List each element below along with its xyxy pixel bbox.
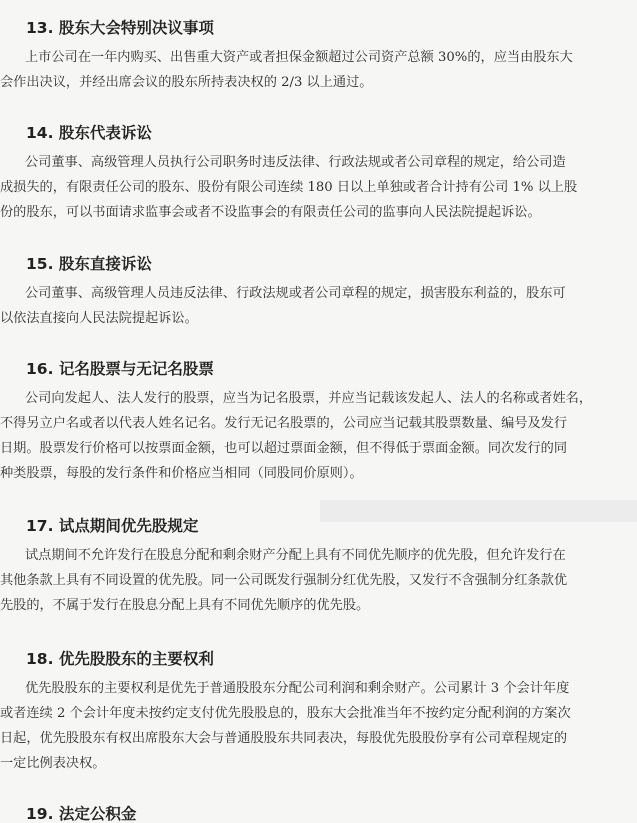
background-shading [320, 500, 637, 522]
section-title-17: 17. 试点期间优先股规定 [26, 517, 199, 535]
section-13-line-2: 会作出决议，并经出席会议的股东所持表决权的 2/3 以上通过。 [0, 75, 373, 90]
section-18-line-4: 一定比例表决权。 [0, 756, 106, 771]
section-16-line-1: 公司向发起人、法人发行的股票，应当为记名股票，并应当记载该发起人、法人的名称或者姓名， [25, 391, 593, 406]
section-15-line-1: 公司董事、高级管理人员违反法律、行政法规或者公司章程的规定，损害股东利益的，股东可 [25, 286, 566, 301]
section-17-line-3: 先股的，不属于发行在股息分配上具有不同优先顺序的优先股。 [0, 598, 370, 613]
section-18-line-1: 优先股股东的主要权利是优先于普通股股东分配公司利润和剩余财产。公司累计 3 个会计年度 [25, 681, 570, 696]
section-title-16: 16. 记名股票与无记名股票 [26, 360, 214, 378]
section-14-line-2: 成损失的，有限责任公司的股东、股份有限公司连续 180 日以上单独或者合计持有公司 1% 以上股 [0, 180, 578, 195]
section-18-line-2: 或者连续 2 个会计年度未按约定支付优先股股息的，股东大会批准当年不按约定分配利润的方案次 [0, 706, 571, 721]
section-18-line-3: 日起，优先股股东有权出席股东大会与普通股股东共同表决，每股优先股股份享有公司章程规定的 [0, 731, 568, 746]
section-title-18: 18. 优先股股东的主要权利 [26, 650, 214, 668]
section-17-line-2: 其他条款上具有不同设置的优先股。同一公司既发行强制分红优先股，又发行不含强制分红条款优 [0, 573, 568, 588]
section-16-line-4: 种类股票，每股的发行条件和价格应当相同（同股同价原则）。 [0, 466, 363, 481]
section-16-line-2: 不得另立户名或者以代表人姓名记名。发行无记名股票的，公司应当记载其股票数量、编号及发行 [0, 416, 568, 431]
section-16-line-3: 日期。股票发行价格可以按票面金额，也可以超过票面金额，但不得低于票面金额。同次发行的同 [0, 441, 568, 456]
section-title-15: 15. 股东直接诉讼 [26, 255, 152, 273]
section-title-14: 14. 股东代表诉讼 [26, 124, 152, 142]
section-15-line-2: 以依法直接向人民法院提起诉讼。 [0, 311, 198, 326]
section-17-line-1: 试点期间不允许发行在股息分配和剩余财产分配上具有不同优先顺序的优先股，但允许发行在 [25, 548, 566, 563]
section-14-line-3: 份的股东，可以书面请求监事会或者不设监事会的有限责任公司的监事向人民法院提起诉讼。 [0, 205, 541, 220]
section-14-line-1: 公司董事、高级管理人员执行公司职务时违反法律、行政法规或者公司章程的规定，给公司造 [25, 155, 566, 170]
section-title-19: 19. 法定公积金 [26, 805, 137, 823]
section-13-line-1: 上市公司在一年内购买、出售重大资产或者担保金额超过公司资产总额 30%的，应当由股东大 [25, 50, 573, 65]
section-title-13: 13. 股东大会特别决议事项 [26, 19, 214, 37]
